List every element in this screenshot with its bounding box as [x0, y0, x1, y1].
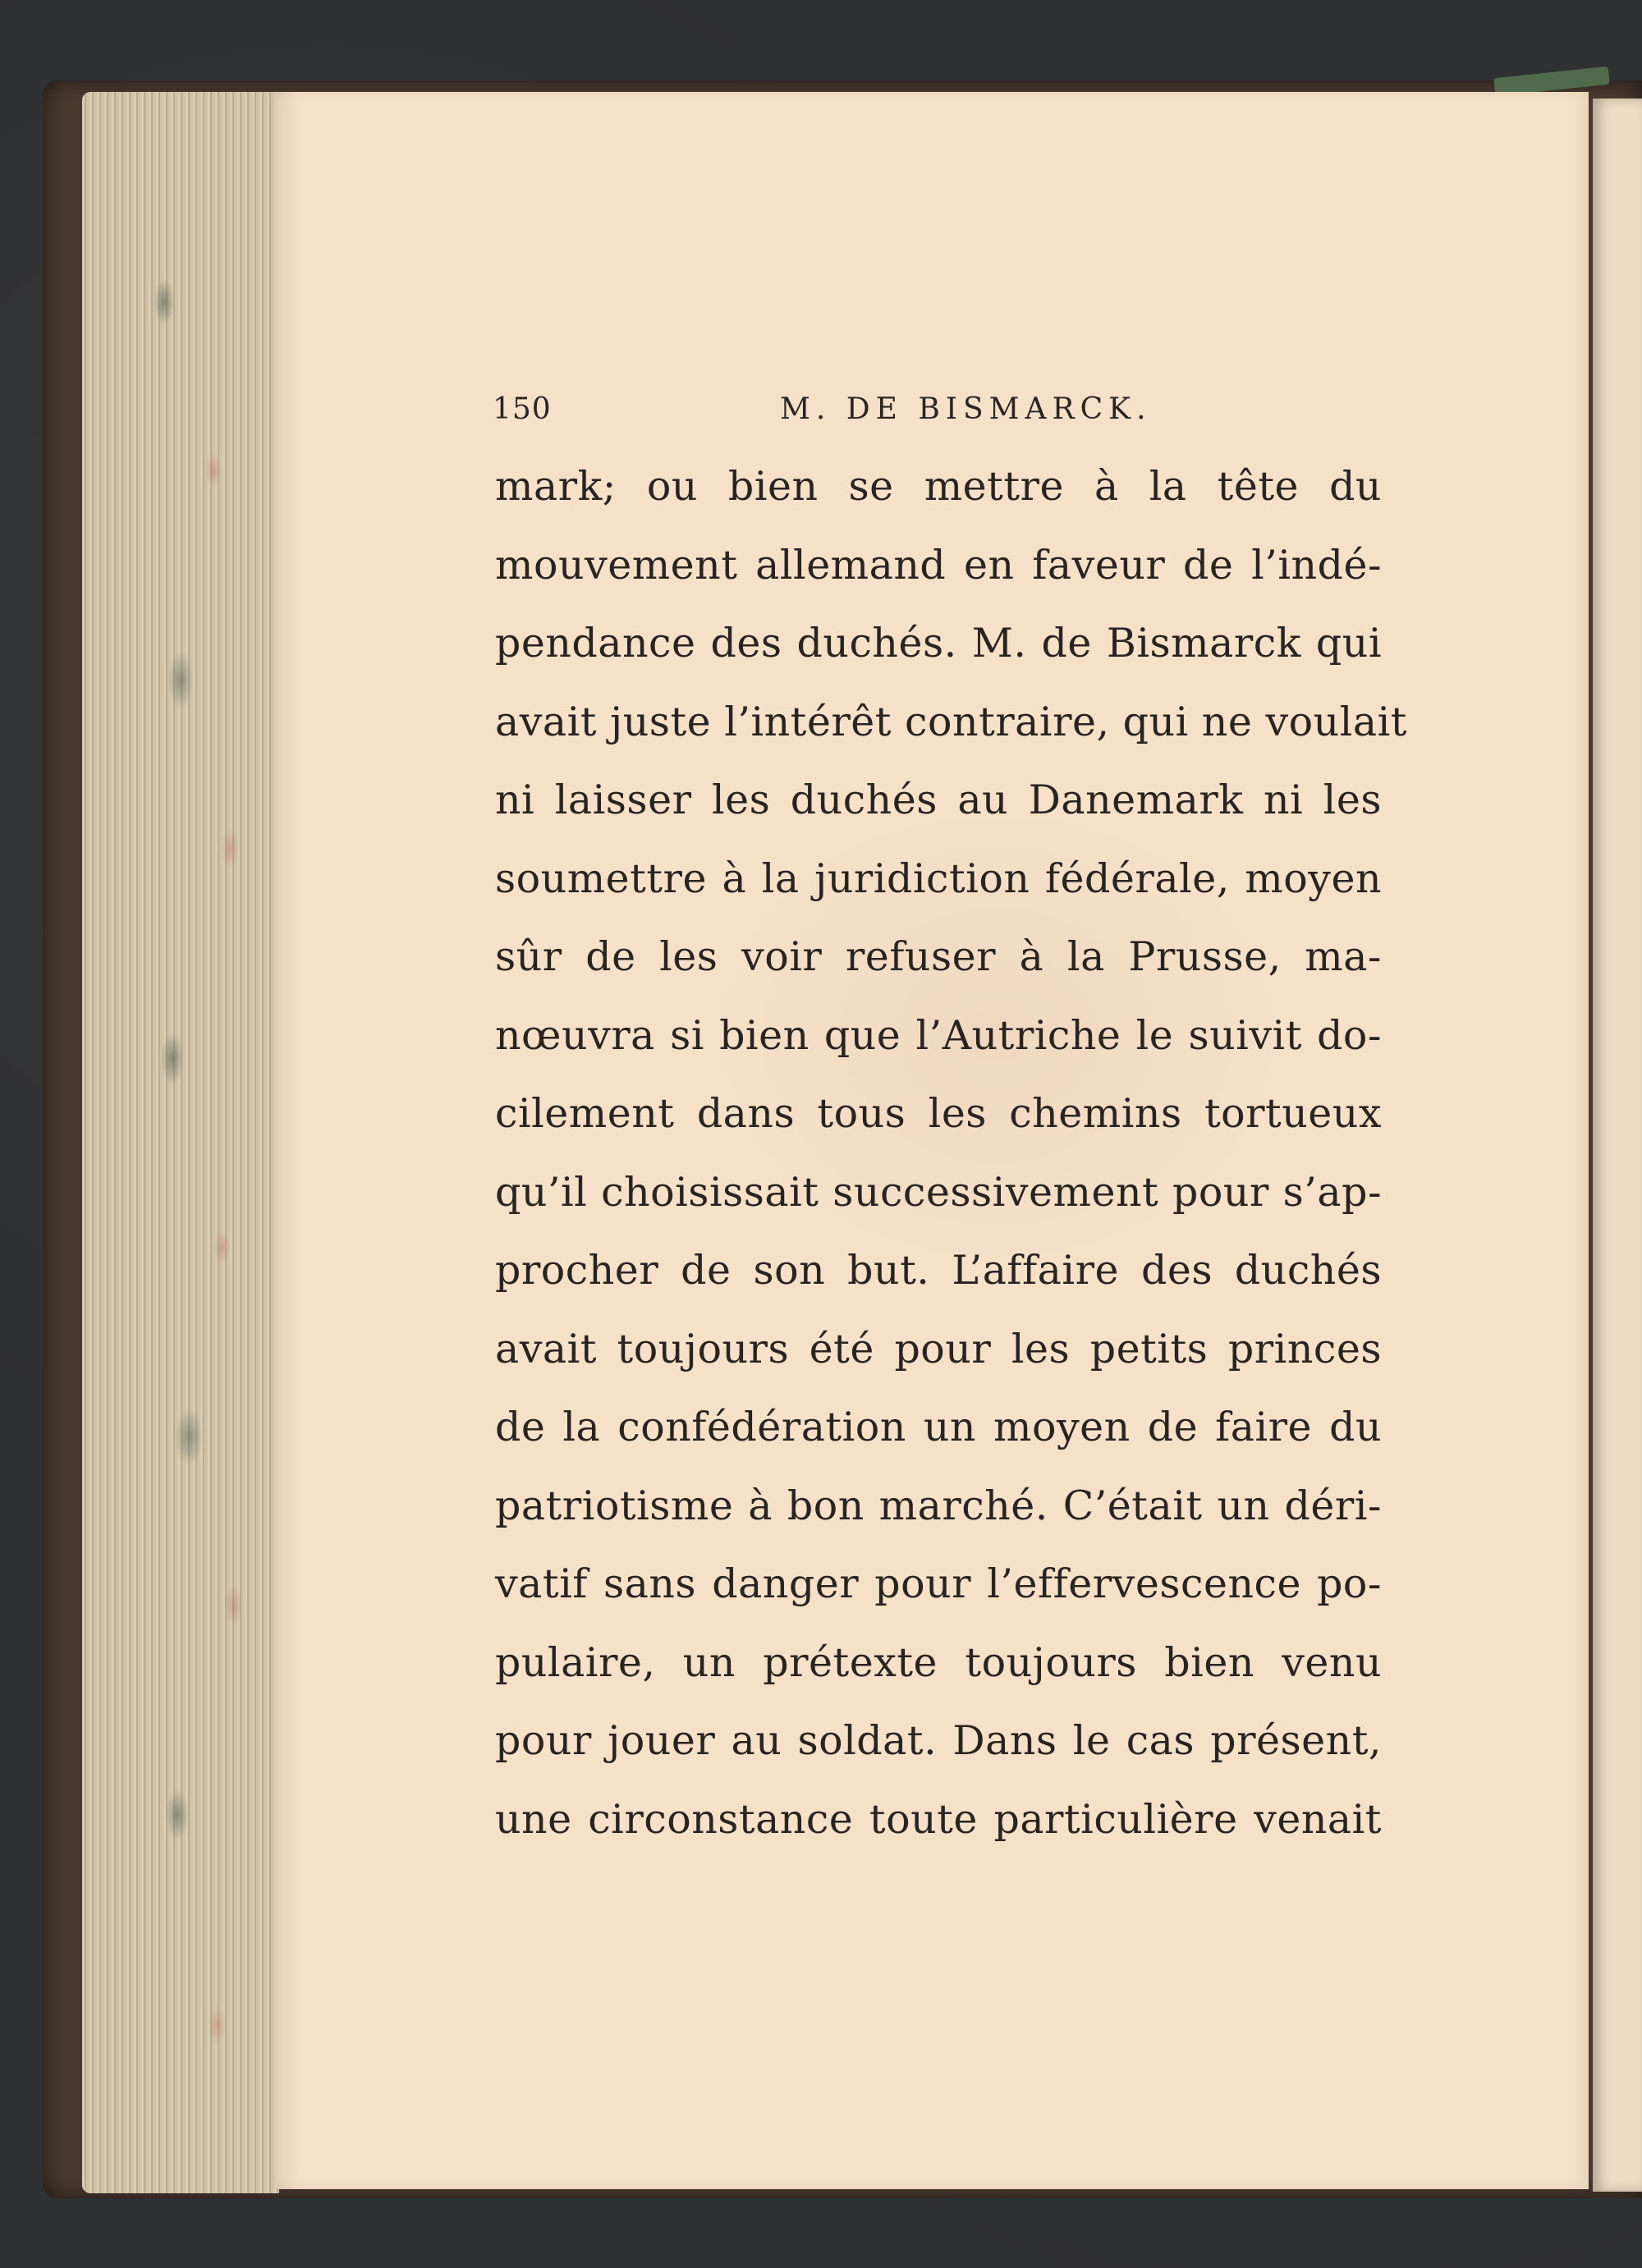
text-line: cilement dans tous les chemins tortueux	[495, 1090, 1382, 1137]
running-title: M. DE BISMARCK.	[780, 392, 1152, 426]
text-line: avait juste l’intérêt contraire, qui ne voulait	[495, 698, 1407, 745]
running-head	[493, 392, 1379, 442]
text-line: soumettre à la juridiction fédérale, moyen	[495, 855, 1382, 902]
text-line: vatif sans danger pour l’effervescence po-	[495, 1560, 1382, 1607]
text-line: pulaire, un prétexte toujours bien venu	[495, 1638, 1382, 1686]
text-line: nœuvra si bien que l’Autriche le suivit do-	[495, 1011, 1382, 1059]
text-line: de la confédération un moyen de faire du	[495, 1404, 1382, 1450]
text-line: mark; ou bien se mettre à la tête du	[495, 463, 1382, 510]
text-line: mouvement allemand en faveur de l’indé-	[495, 541, 1382, 589]
facing-page-edge	[1593, 99, 1642, 2192]
text-line: avait toujours été pour les petits princes	[495, 1325, 1382, 1372]
text-line: ni laisser les duchés au Danemark ni les	[495, 777, 1382, 823]
text-line: une circonstance toute particulière venait	[495, 1795, 1382, 1843]
body-text	[495, 447, 1407, 1858]
text-line: pour jouer au soldat. Dans le cas présent,	[495, 1717, 1382, 1764]
text-line: pendance des duchés. M. de Bismarck qui	[495, 620, 1382, 667]
page-number: 150	[493, 392, 552, 426]
text-line: sûr de les voir refuser à la Prusse, ma-	[495, 933, 1382, 980]
text-line: patriotisme à bon marché. C’était un déri-	[495, 1482, 1382, 1529]
text-line: procher de son but. L’affaire des duchés	[495, 1247, 1382, 1294]
marbled-page-edges	[82, 92, 279, 2193]
text-line: qu’il choisissait successivement pour s’ap-	[495, 1168, 1382, 1216]
